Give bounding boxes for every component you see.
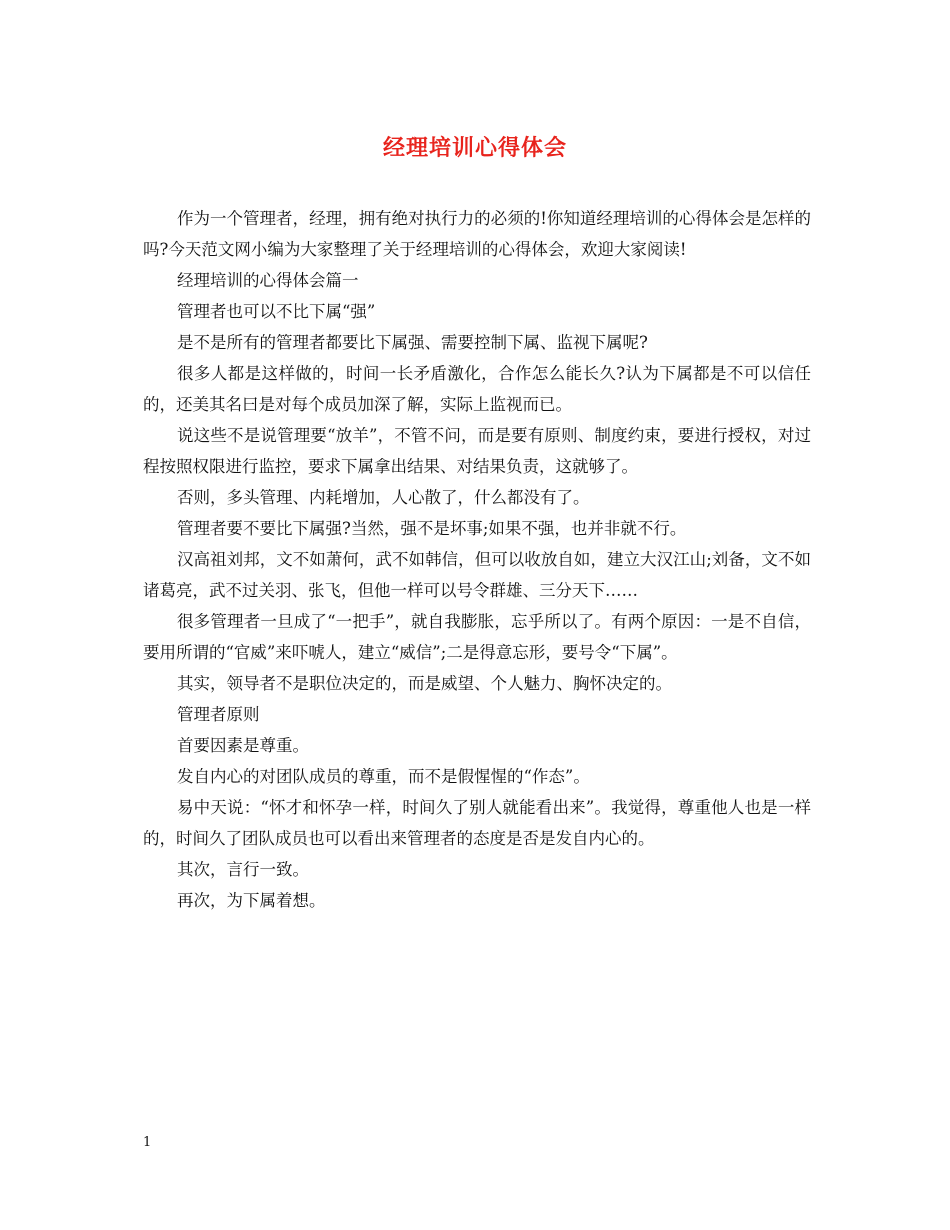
paragraph: 管理者要不要比下属强?当然，强不是坏事;如果不强，也并非就不行。: [177, 519, 687, 538]
paragraph: 很多管理者一旦成了“一把手”，就自我膨胀，忘乎所以了。有两个原因：一是不自信，要用所谓的“官威”来吓唬人，建立“威信”;二是得意忘形，要号令“下属”。: [143, 612, 811, 662]
paragraph: 其实，领导者不是职位决定的，而是威望、个人魅力、胸怀决定的。: [177, 674, 672, 693]
document-title: 经理培训心得体会: [382, 135, 567, 161]
paragraph: 否则，多头管理、内耗增加，人心散了，什么都没有了。: [177, 488, 590, 507]
paragraph: 首要因素是尊重。: [177, 736, 309, 755]
page-number: 1: [143, 1135, 152, 1150]
paragraph: 是不是所有的管理者都要比下属强、需要控制下属、监视下属呢?: [177, 333, 648, 352]
paragraph: 汉高祖刘邦，文不如萧何，武不如韩信，但可以收放自如，建立大汉江山;刘备，文不如诸葛亮，武不过关羽、张飞，但他一样可以号令群雄、三分天下……: [143, 550, 811, 600]
paragraph: 其次，言行一致。: [177, 860, 309, 879]
paragraph: 发自内心的对团队成员的尊重，而不是假惺惺的“作态”。: [177, 767, 590, 786]
paragraph: 易中天说：“怀才和怀孕一样，时间久了别人就能看出来”。我觉得，尊重他人也是一样的，时间久了团队成员也可以看出来管理者的态度是否是发自内心的。: [143, 798, 811, 848]
document-body: [143, 203, 811, 916]
paragraph: 很多人都是这样做的，时间一长矛盾激化，合作怎么能长久?认为下属都是不可以信任的，还美其名曰是对每个成员加深了解，实际上监视而已。: [143, 364, 811, 414]
paragraph: 再次，为下属着想。: [177, 891, 326, 910]
section-heading: 经理培训的心得体会篇一: [177, 271, 359, 290]
paragraph: 作为一个管理者，经理，拥有绝对执行力的必须的!你知道经理培训的心得体会是怎样的吗?今天范文网小编为大家整理了关于经理培训的心得体会，欢迎大家阅读!: [143, 209, 811, 259]
subheading: 管理者原则: [177, 705, 260, 724]
paragraph: 说这些不是说管理要“放羊”，不管不问，而是要有原则、制度约束，要进行授权，对过程按照权限进行监控，要求下属拿出结果、对结果负责，这就够了。: [143, 426, 811, 476]
subheading: 管理者也可以不比下属“强”: [177, 302, 376, 321]
